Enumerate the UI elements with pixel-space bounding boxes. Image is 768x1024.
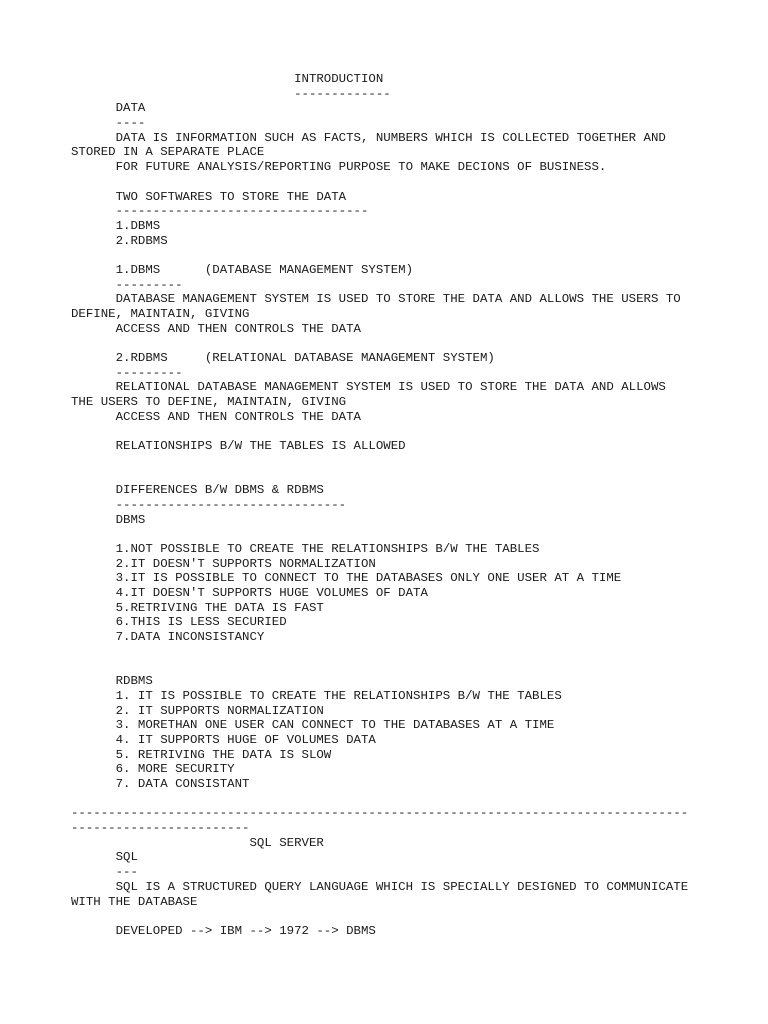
text-line: RDBMS — [71, 674, 153, 689]
text-line: ------------------------------- — [71, 497, 347, 512]
text-line: FOR FUTURE ANALYSIS/REPORTING PURPOSE TO MAKE DECIONS OF BUSINESS. — [71, 160, 607, 175]
text-line: 7. DATA CONSISTANT — [71, 777, 250, 791]
text-line: DEFINE, MAINTAIN, GIVING — [71, 307, 250, 321]
text-line: 1. IT IS POSSIBLE TO CREATE THE RELATIONSHIPS B/W THE TABLES — [71, 688, 562, 703]
blank-line — [71, 425, 761, 440]
text-line: 6.THIS IS LESS SECURIED — [71, 615, 287, 630]
text-line: 4. IT SUPPORTS HUGE OF VOLUMES DATA — [71, 732, 376, 747]
text-line: ---------------------------------- — [71, 204, 369, 219]
text-line: SQL IS A STRUCTURED QUERY LANGUAGE WHICH IS SPECIALLY DESIGNED TO COMMUNICATE — [71, 879, 689, 894]
text-line: ACCESS AND THEN CONTROLS THE DATA — [71, 409, 361, 424]
text-line: THE USERS TO DEFINE, MAINTAIN, GIVING — [71, 395, 347, 410]
text-line: --- — [71, 865, 138, 880]
text-line: WITH THE DATABASE — [71, 894, 198, 909]
text-line: --------- — [71, 277, 183, 292]
text-line: 7.DATA INCONSISTANCY — [71, 630, 265, 645]
text-line: DATA IS INFORMATION SUCH AS FACTS, NUMBERS WHICH IS COLLECTED TOGETHER AND — [71, 130, 666, 145]
text-line: DATABASE MANAGEMENT SYSTEM IS USED TO STORE THE DATA AND ALLOWS THE USERS TO — [71, 292, 681, 307]
text-line: DIFFERENCES B/W DBMS & RDBMS — [71, 483, 324, 498]
text-line: 2.RDBMS — [71, 233, 168, 248]
text-line: ---- — [71, 116, 146, 131]
text-line: RELATIONAL DATABASE MANAGEMENT SYSTEM IS USED TO STORE THE DATA AND ALLOWS — [71, 380, 666, 395]
text-line: INTRODUCTION — [71, 72, 384, 86]
text-line: --------- — [71, 365, 183, 380]
text-line: SQL SERVER — [71, 835, 324, 850]
blank-line — [71, 248, 761, 263]
text-line: 1.NOT POSSIBLE TO CREATE THE RELATIONSHIPS B/W THE TABLES — [71, 542, 540, 556]
text-line: SQL — [71, 850, 138, 865]
text-line: 5.RETRIVING THE DATA IS FAST — [71, 600, 324, 615]
blank-line — [71, 175, 761, 190]
text-line: 5. RETRIVING THE DATA IS SLOW — [71, 747, 332, 762]
text-line: ACCESS AND THEN CONTROLS THE DATA — [71, 321, 361, 336]
blank-line — [71, 909, 761, 924]
text-line: 1.DBMS (DATABASE MANAGEMENT SYSTEM) — [71, 262, 414, 277]
text-line: 3. MORETHAN ONE USER CAN CONNECT TO THE DATABASES AT A TIME — [71, 718, 555, 733]
text-line: 1.DBMS — [71, 218, 161, 233]
text-line: 6. MORE SECURITY — [71, 762, 235, 777]
blank-line — [71, 336, 761, 351]
text-line: ------------- — [71, 86, 391, 101]
text-line: STORED IN A SEPARATE PLACE — [71, 145, 265, 160]
blank-line — [71, 454, 761, 469]
blank-line — [71, 660, 761, 675]
text-line: 4.IT DOESN'T SUPPORTS HUGE VOLUMES OF DATA — [71, 586, 428, 601]
blank-line — [71, 469, 761, 484]
text-line: 2. IT SUPPORTS NORMALIZATION — [71, 703, 324, 718]
blank-line — [71, 792, 761, 807]
text-line: 3.IT IS POSSIBLE TO CONNECT TO THE DATABASES ONLY ONE USER AT A TIME — [71, 571, 622, 586]
blank-line — [71, 645, 761, 660]
text-line: RELATIONSHIPS B/W THE TABLES IS ALLOWED — [71, 439, 406, 454]
text-line: DBMS — [71, 512, 146, 527]
blank-line — [71, 527, 761, 542]
text-line: DATA — [71, 101, 146, 116]
text-line: ------------------------ — [71, 821, 250, 836]
text-line: 2.RDBMS (RELATIONAL DATABASE MANAGEMENT SYSTEM) — [71, 351, 495, 366]
text-line: TWO SOFTWARES TO STORE THE DATA — [71, 189, 347, 204]
text-line: ----------------------------------------------------------------------------------- — [71, 806, 689, 821]
text-line: DEVELOPED --> IBM --> 1972 --> DBMS — [71, 923, 376, 938]
text-line: 2.IT DOESN'T SUPPORTS NORMALIZATION — [71, 556, 376, 571]
document-body — [71, 72, 761, 939]
